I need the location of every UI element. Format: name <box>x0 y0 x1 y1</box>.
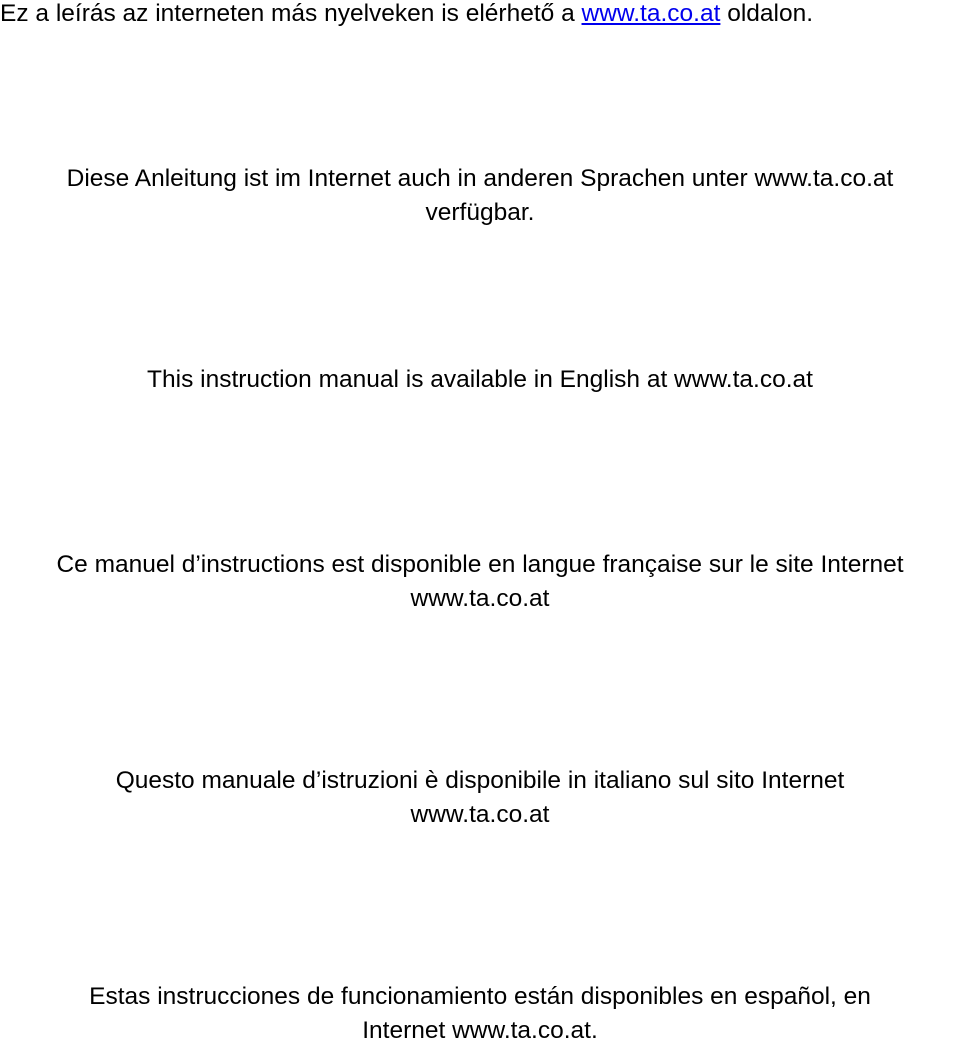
french-line-1: Ce manuel d’instructions est disponible en langue française sur le site Internet <box>56 551 904 578</box>
german-line-1: Diese Anleitung ist im Internet auch in anderen Sprachen unter www.ta.co.at <box>66 165 894 192</box>
website-link[interactable]: www.ta.co.at <box>581 0 721 27</box>
french-line-2: www.ta.co.at <box>410 585 550 612</box>
german-line-2: verfügbar. <box>425 199 535 226</box>
hungarian-paragraph <box>0 0 960 31</box>
spanish-line-2: Internet www.ta.co.at. <box>362 1017 598 1044</box>
english-paragraph <box>0 363 960 397</box>
english-line-1: This instruction manual is available in English at www.ta.co.at <box>147 366 813 393</box>
french-paragraph <box>0 548 960 616</box>
hungarian-text-prefix: Ez a leírás az interneten más nyelveken is elérhető a <box>0 0 582 27</box>
spanish-paragraph <box>0 980 960 1048</box>
italian-line-1: Questo manuale d’istruzioni è disponibile in italiano sul sito Internet <box>115 767 845 794</box>
hungarian-text-suffix: oldalon. <box>720 0 814 27</box>
hungarian-line <box>0 0 960 31</box>
spanish-line-1: Estas instrucciones de funcionamiento están disponibles en español, en <box>89 983 871 1010</box>
italian-paragraph <box>0 764 960 832</box>
german-paragraph <box>0 162 960 230</box>
italian-line-2: www.ta.co.at <box>410 801 550 828</box>
